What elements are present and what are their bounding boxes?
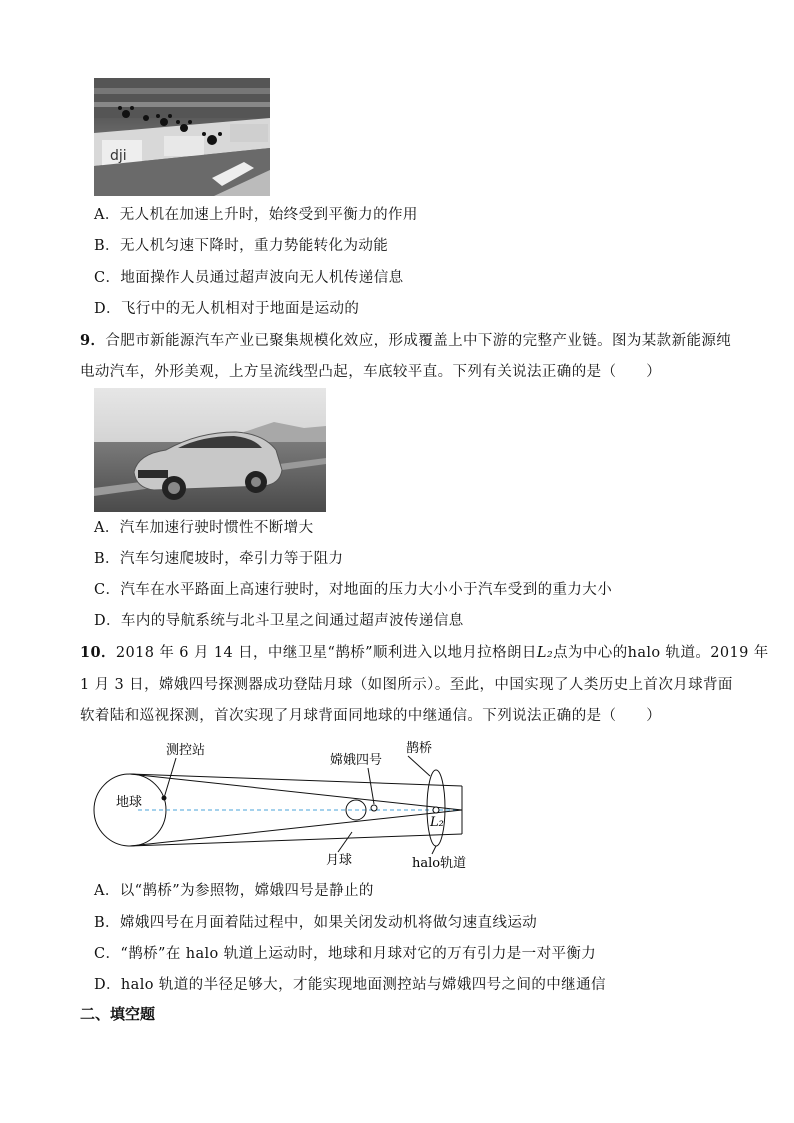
q10-number: 10．	[80, 644, 116, 661]
q10-text-1b: 点为中心的halo 轨道。2019 年	[553, 645, 769, 661]
q9-text-1: 合肥市新能源汽车产业已聚集规模化效应，形成覆盖上中下游的完整产业链。图为某款新能源纯	[105, 333, 732, 349]
q10-option-a: A．以“鹊桥”为参照物，嫦娥四号是静止的	[94, 883, 374, 899]
q9-stem-line2: 电动汽车，外形美观，上方呈流线型凸起，车底较平直。下列有关说法正确的是（ ）	[80, 364, 662, 380]
car-photo	[94, 388, 326, 512]
label-l2: L₂	[430, 815, 444, 830]
label-queqiao: 鹊桥	[406, 741, 433, 756]
label-halo-orbit: halo轨道	[412, 856, 467, 871]
q9-option-a: A．汽车加速行驶时惯性不断增大	[94, 520, 314, 536]
drone-photo	[94, 78, 270, 196]
q10-option-b: B．嫦娥四号在月面着陆过程中，如果关闭发动机将做匀速直线运动	[94, 915, 538, 931]
q10-text-1a: 2018 年 6 月 14 日，中继卫星“鹊桥”顺利进入以地月拉格朗日	[115, 645, 537, 661]
q10-option-c: C．“鹊桥”在 halo 轨道上运动时，地球和月球对它的万有引力是一对平衡力	[94, 946, 597, 962]
q10-lagrange-symbol: L₂	[536, 645, 554, 661]
earth-moon-diagram	[90, 736, 480, 876]
label-control-station: 测控站	[166, 743, 206, 758]
q9-option-c: C．汽车在水平路面上高速行驶时，对地面的压力大小小于汽车受到的重力大小	[94, 582, 613, 598]
q9-stem-line1	[80, 331, 731, 351]
label-moon: 月球	[326, 853, 353, 868]
q10-stem-line2: 1 月 3 日，嫦娥四号探测器成功登陆月球（如图所示）。至此，中国实现了人类历史上首次月球背面	[80, 677, 733, 693]
label-earth: 地球	[116, 795, 143, 810]
label-chang-e4: 嫦娥四号	[330, 753, 383, 768]
q8-option-c: C．地面操作人员通过超声波向无人机传递信息	[94, 270, 404, 286]
q9-number: 9．	[80, 332, 106, 349]
q8-option-a: A．无人机在加速上升时，始终受到平衡力的作用	[94, 207, 418, 223]
q9-option-d: D．车内的导航系统与北斗卫星之间通过超声波传递信息	[94, 613, 464, 629]
section-heading-fill-blank: 二、填空题	[80, 1005, 156, 1023]
q10-option-d: D．halo 轨道的半径足够大，才能实现地面测控站与嫦娥四号之间的中继通信	[94, 977, 606, 993]
q8-option-d: D．飞行中的无人机相对于地面是运动的	[94, 301, 360, 317]
q8-option-b: B．无人机匀速下降时，重力势能转化为动能	[94, 238, 389, 254]
q9-option-b: B．汽车匀速爬坡时，牵引力等于阻力	[94, 551, 344, 567]
q10-stem-line1	[80, 643, 769, 663]
svg-text:dji: dji	[110, 148, 127, 164]
q10-stem-line3: 软着陆和巡视探测，首次实现了月球背面同地球的中继通信。下列说法正确的是（ ）	[80, 708, 662, 724]
